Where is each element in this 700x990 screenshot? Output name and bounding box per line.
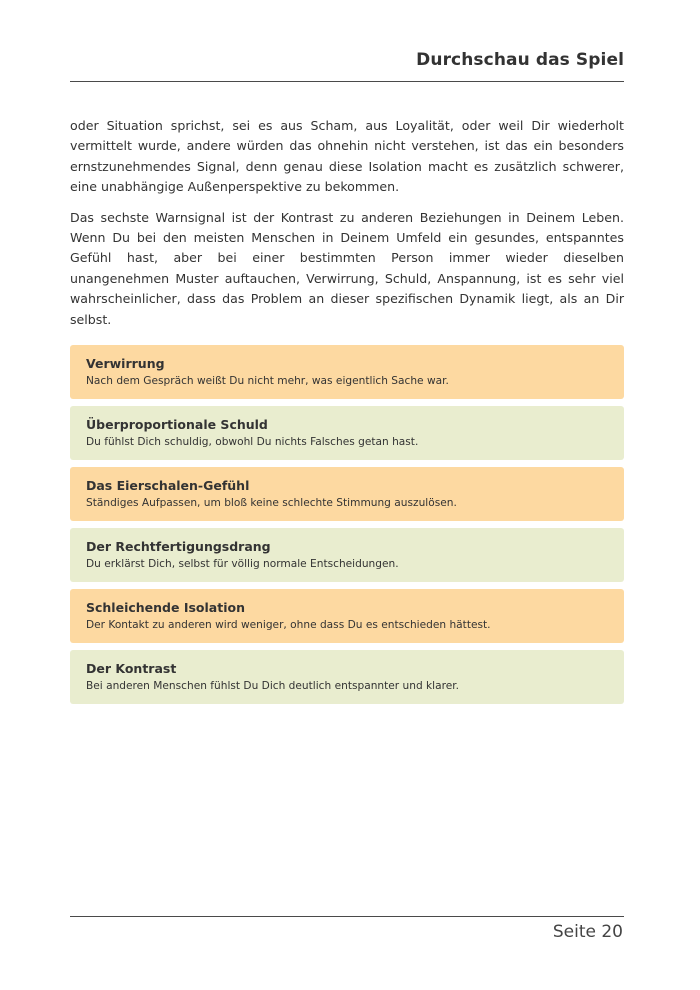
signal-title: Der Kontrast xyxy=(86,661,177,677)
signal-title: Überproportionale Schuld xyxy=(86,417,268,433)
page-header-title: Durchschau das Spiel xyxy=(416,50,624,70)
warning-signal-box xyxy=(70,650,624,704)
signal-title: Der Rechtfertigungsdrang xyxy=(86,539,271,555)
signal-title: Das Eierschalen-Gefühl xyxy=(86,478,250,494)
signal-title: Schleichende Isolation xyxy=(86,600,245,616)
signal-description: Der Kontakt zu anderen wird weniger, ohne dass Du es entschieden hättest. xyxy=(86,619,491,632)
page-content xyxy=(70,116,624,711)
header-divider xyxy=(70,81,624,82)
signal-description: Bei anderen Menschen fühlst Du Dich deutlich entspannter und klarer. xyxy=(86,680,460,693)
warning-signal-box xyxy=(70,406,624,460)
warning-signal-box xyxy=(70,589,624,643)
warning-signal-box xyxy=(70,528,624,582)
warning-signal-box xyxy=(70,345,624,399)
signal-description: Nach dem Gespräch weißt Du nicht mehr, was eigentlich Sache war. xyxy=(86,375,449,388)
footer-divider xyxy=(70,916,624,917)
signal-description: Ständiges Aufpassen, um bloß keine schlechte Stimmung auszulösen. xyxy=(86,497,457,510)
signal-title: Verwirrung xyxy=(86,356,165,372)
body-paragraph: Das sechste Warnsignal ist der Kontrast zu anderen Beziehungen in Deinem Leben. Wenn Du bei den meisten Menschen in Deinem Umfeld ein gesundes, entspanntes Gefühl hast, aber bei einer bestimmten Person immer wieder dieselben unangenehmen Muster auftauchen, Verwirrung, Schuld, Anspannung, ist es sehr viel wahrscheinlicher, dass das Problem an dieser spezifischen Dynamik liegt, als an Dir selbst. xyxy=(70,209,624,327)
warning-signal-box xyxy=(70,467,624,521)
page-number: Seite 20 xyxy=(552,922,623,942)
signal-description: Du fühlst Dich schuldig, obwohl Du nichts Falsches getan hast. xyxy=(86,436,419,449)
body-paragraph: oder Situation sprichst, sei es aus Scham, aus Loyalität, oder weil Dir wiederholt vermittelt wurde, andere würden das ohnehin nicht verstehen, ist das ein besonders ernstzunehmendes Signal, denn genau diese Isolation macht es zusätzlich schwerer, eine unabhängige Außenperspektive zu bekommen. xyxy=(70,118,624,195)
signal-description: Du erklärst Dich, selbst für völlig normale Entscheidungen. xyxy=(86,558,399,571)
